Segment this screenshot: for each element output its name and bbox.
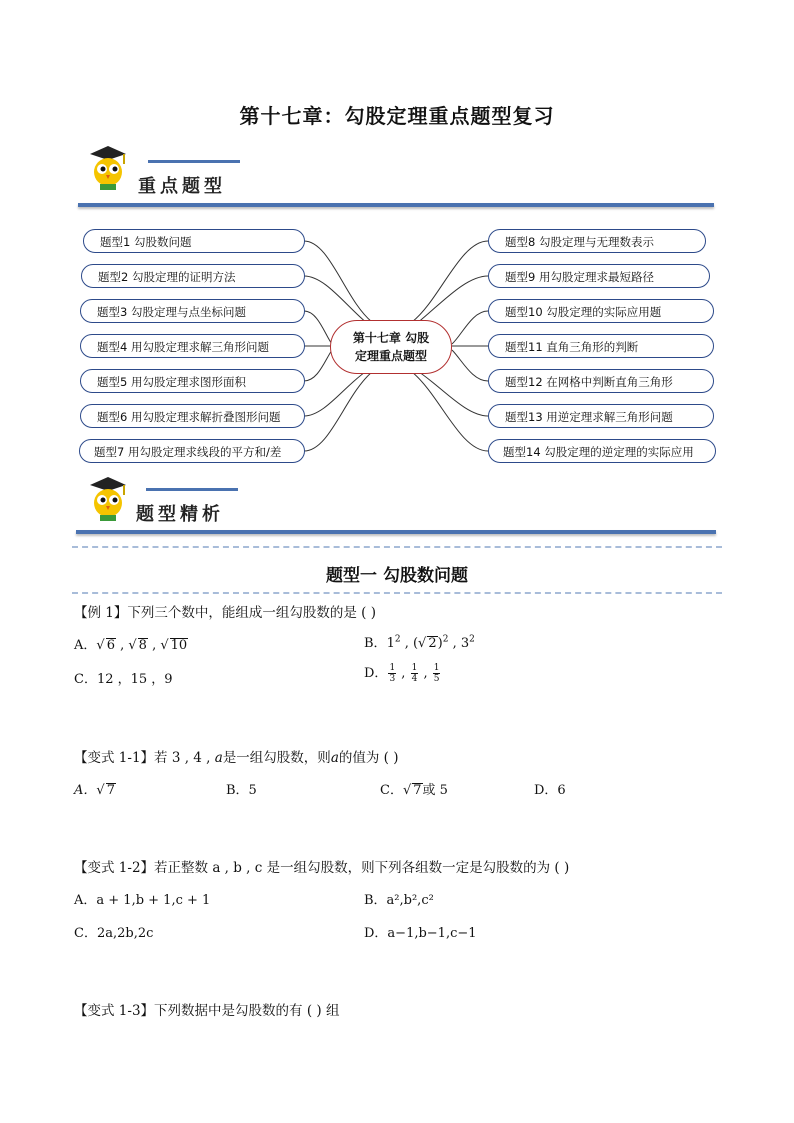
variant-1-2-option-c: C．2a,2b,2c bbox=[74, 926, 154, 941]
mindmap-item-right-7: 题型14 勾股定理的逆定理的实际应用 bbox=[488, 439, 716, 463]
variant-1-1-option-a: A．√ 7 bbox=[74, 783, 115, 798]
connector-right-2 bbox=[416, 276, 488, 324]
connector-left-1 bbox=[304, 241, 372, 322]
example-1-option-a: A．√ 6 , √ 8 , √ 10 bbox=[74, 638, 188, 653]
mindmap-item-left-4: 题型4 用勾股定理求解三角形问题 bbox=[80, 334, 305, 358]
mindmap-item-right-5: 题型12 在网格中判断直角三角形 bbox=[488, 369, 714, 393]
owl-mascot-icon bbox=[84, 473, 132, 523]
example-1-option-b: B．$1^2$ , (√ 2)$^2$ , $3^2$ bbox=[364, 634, 475, 651]
center-line-2: 定理重点题型 bbox=[354, 349, 427, 363]
mindmap-item-left-7: 题型7 用勾股定理求线段的平方和/差 bbox=[79, 439, 305, 463]
document-title: 第十七章：勾股定理重点题型复习 bbox=[239, 104, 555, 128]
variant-1-2-option-b: B．a²,b²,c² bbox=[364, 893, 434, 908]
variant-1-1-option-b: B．5 bbox=[226, 783, 257, 798]
mindmap-item-left-5: 题型5 用勾股定理求图形面积 bbox=[80, 369, 305, 393]
mindmap-item-left-2: 题型2 勾股定理的证明方法 bbox=[81, 264, 305, 288]
mindmap-item-right-1: 题型8 勾股定理与无理数表示 bbox=[488, 229, 706, 253]
variant-1-2-option-a: A．a + 1,b + 1,c + 1 bbox=[74, 893, 211, 908]
connector-left-2 bbox=[304, 276, 368, 324]
connector-left-7 bbox=[304, 372, 372, 451]
mindmap-center-node bbox=[330, 320, 452, 374]
center-line-1: 第十七章 勾股 bbox=[352, 331, 430, 345]
mindmap-item-right-4: 题型11 直角三角形的判断 bbox=[488, 334, 714, 358]
mindmap-item-right-2: 题型9 用勾股定理求最短路径 bbox=[488, 264, 710, 288]
section-title: 题型一 勾股数问题 bbox=[326, 566, 468, 586]
mindmap-item-right-6: 题型13 用逆定理求解三角形问题 bbox=[488, 404, 714, 428]
connector-right-5 bbox=[452, 350, 488, 381]
mindmap-item-left-6: 题型6 用勾股定理求解折叠图形问题 bbox=[80, 404, 305, 428]
section-divider-bottom bbox=[72, 592, 722, 594]
banner-key-types: 重点题型 bbox=[138, 176, 226, 197]
example-1-option-d: D． $\frac{1}{3}$ , $\frac{1}{4}$ , $\frac{1}{5}$ bbox=[364, 663, 440, 684]
variant-1-1-option-d: D．6 bbox=[534, 783, 566, 798]
banner-underline bbox=[76, 530, 716, 534]
banner-accent-bar bbox=[146, 488, 238, 491]
connector-right-1 bbox=[412, 241, 488, 322]
example-1-option-c: C．12 ，15 ，9 bbox=[74, 672, 173, 687]
example-1-stem: 【例 1】下列三个数中，能组成一组勾股数的是 ( ) bbox=[74, 605, 376, 621]
variant-1-3-stem: 【变式 1-3】下列数据中是勾股数的有 ( ) 组 bbox=[74, 1003, 340, 1019]
mindmap-item-left-1: 题型1 勾股数问题 bbox=[83, 229, 305, 253]
section-divider-top bbox=[72, 546, 722, 548]
connector-right-3 bbox=[452, 311, 488, 344]
connector-left-3 bbox=[304, 311, 332, 344]
variant-1-1-stem: 【变式 1-1】若 3 , 4 , a是一组勾股数，则a的值为 ( ) bbox=[74, 750, 399, 766]
variant-1-1-option-c: C．√ 7或 5 bbox=[380, 783, 448, 798]
connector-left-5 bbox=[304, 350, 332, 381]
banner-analysis: 题型精析 bbox=[136, 504, 224, 525]
variant-1-2-stem: 【变式 1-2】若正整数 a , b , c 是一组勾股数，则下列各组数一定是勾股数的为 ( ) bbox=[74, 860, 570, 876]
connector-right-7 bbox=[412, 372, 488, 451]
variant-1-2-option-d: D．a−1,b−1,c−1 bbox=[364, 926, 477, 941]
connector-right-6 bbox=[416, 370, 488, 416]
mindmap-item-left-3: 题型3 勾股定理与点坐标问题 bbox=[80, 299, 305, 323]
mindmap-item-right-3: 题型10 勾股定理的实际应用题 bbox=[488, 299, 714, 323]
